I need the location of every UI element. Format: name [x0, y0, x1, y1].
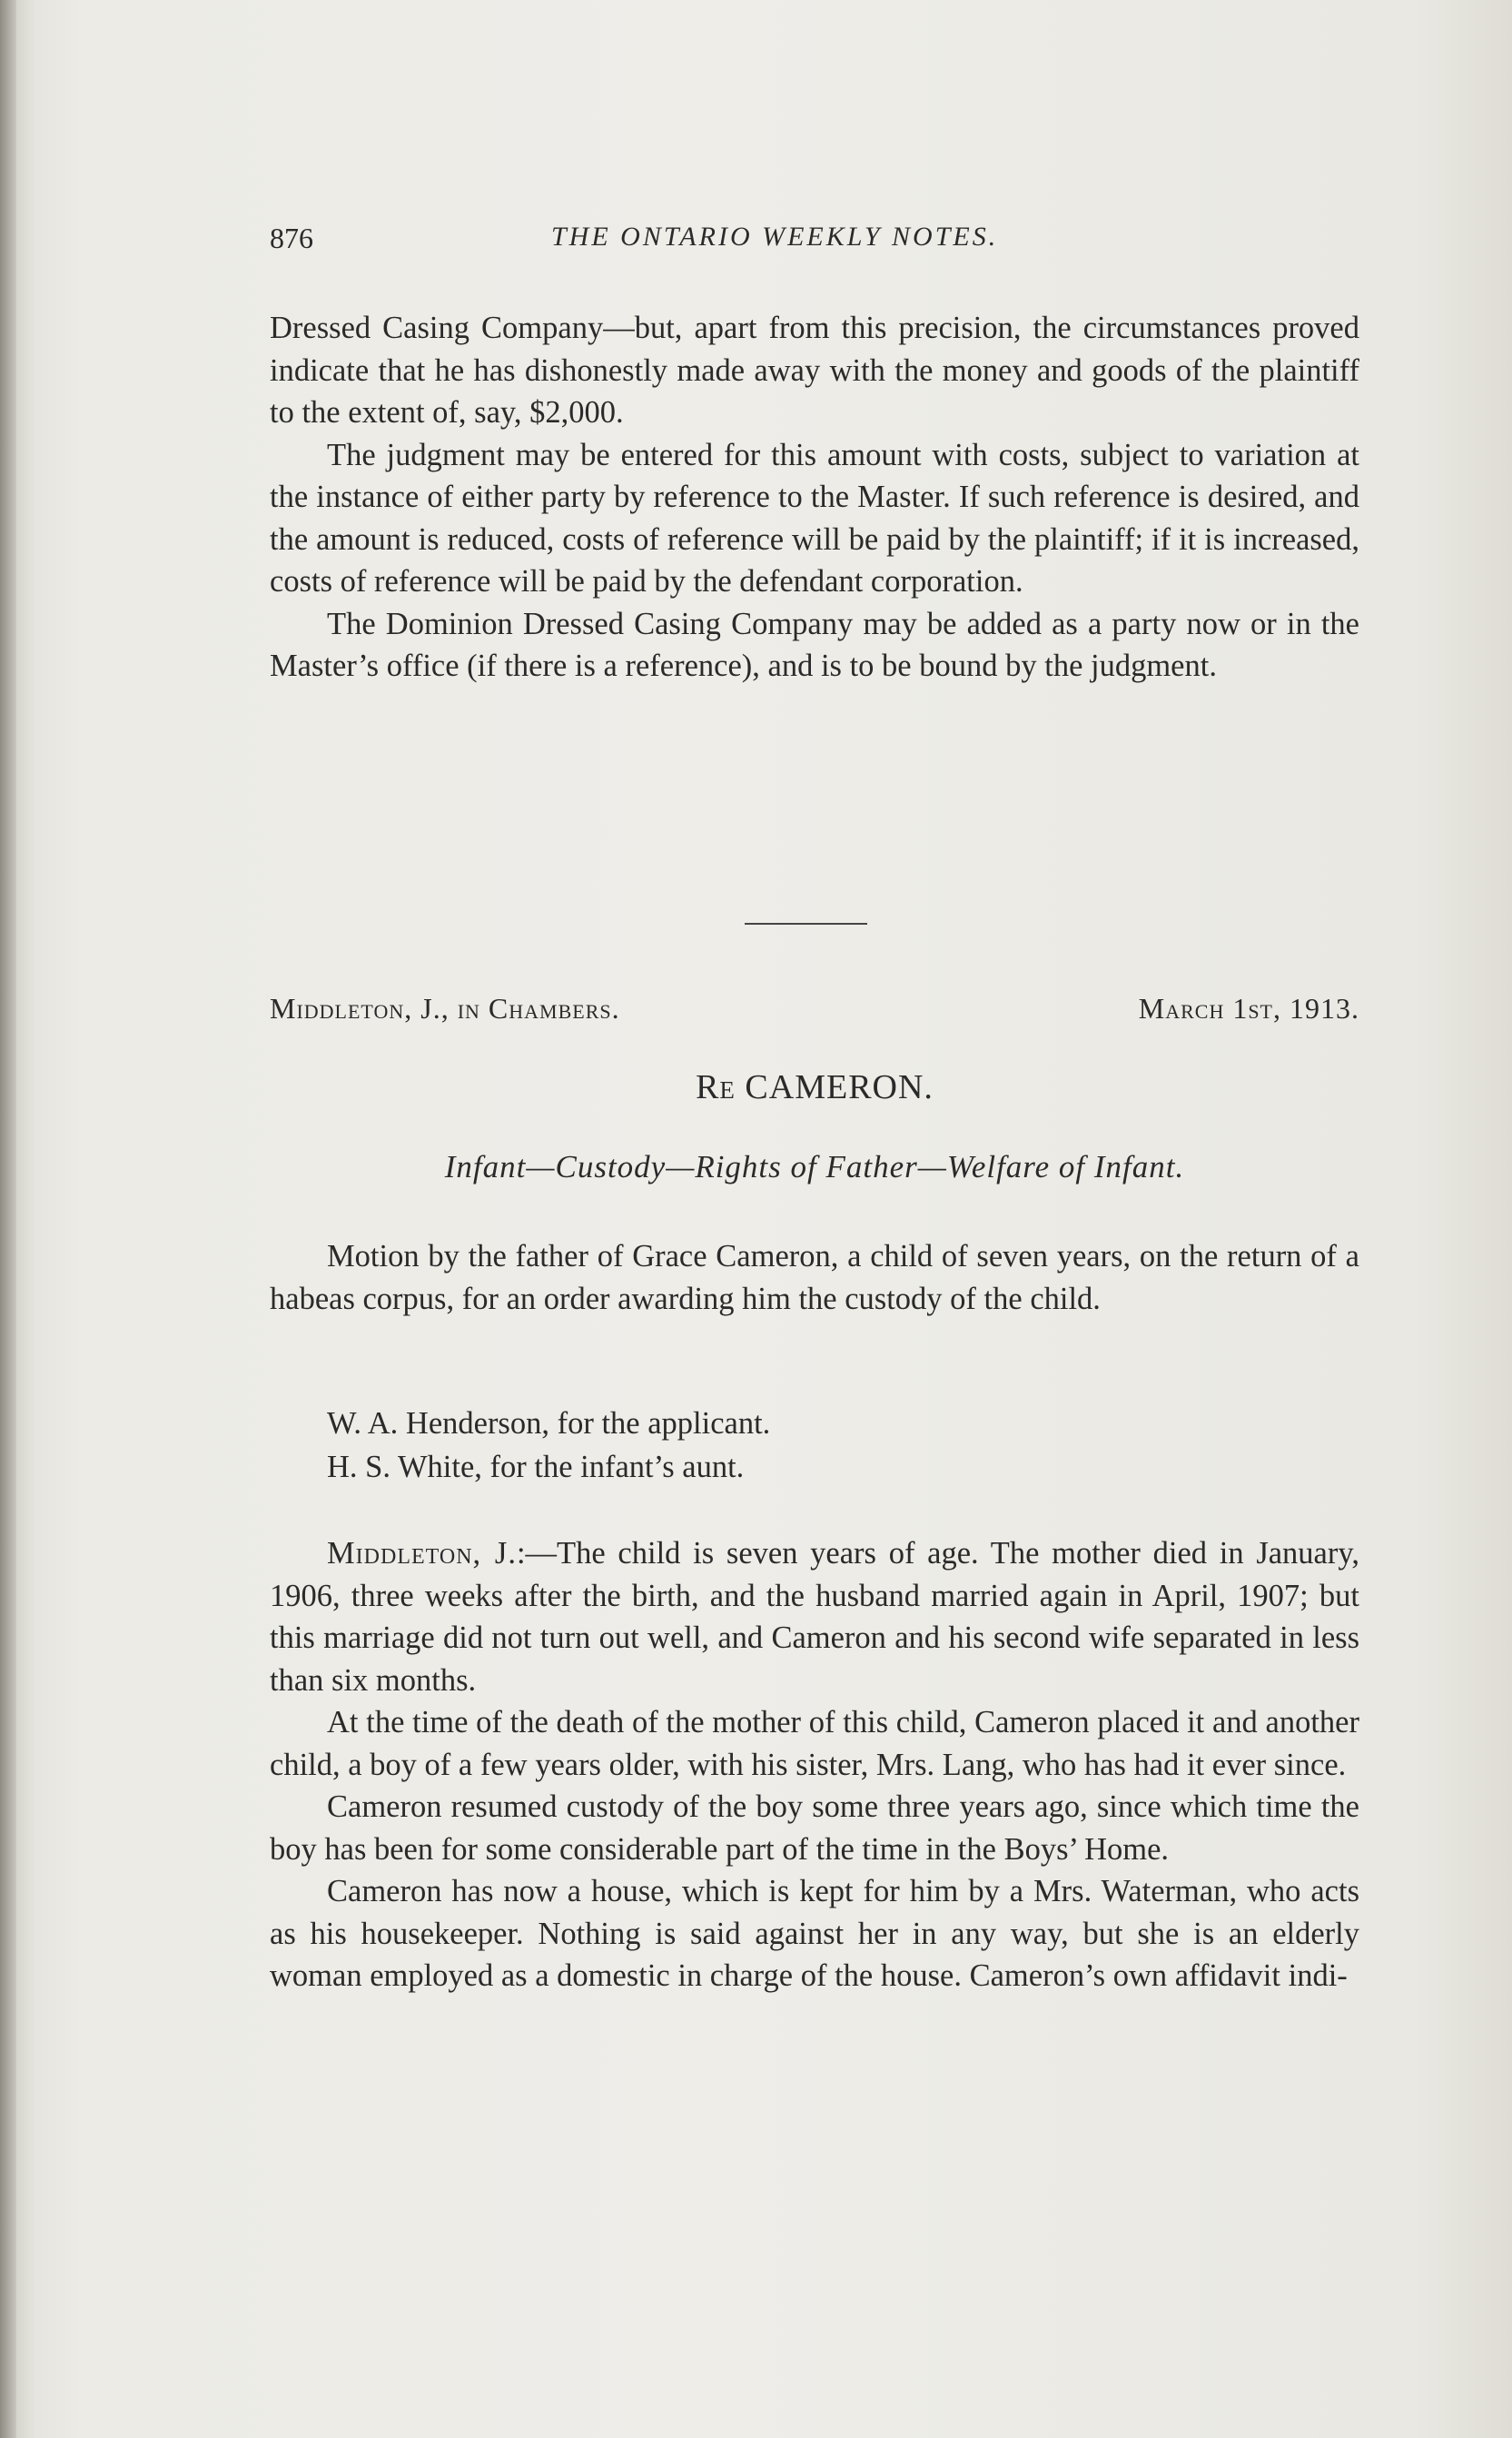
previous-case-continuation: [270, 307, 1359, 688]
paragraph: At the time of the death of the mother of this child, Cameron placed it and another child, a boy of a few years older, with his sister, Mrs. Lang, who has had it ever since.: [270, 1705, 1359, 1782]
running-head: THE ONTARIO WEEKLY NOTES.: [551, 222, 999, 252]
paragraph: Cameron resumed custody of the boy some three years ago, since which time the boy has been for some considerable part of the time in the Boys’ Home.: [270, 1789, 1359, 1867]
paragraph: Motion by the father of Grace Cameron, a child of seven years, on the return of a habeas corpus, for an order awarding him the custody of the child.: [270, 1239, 1359, 1316]
section-divider: [745, 923, 867, 925]
counsel-applicant: W. A. Henderson, for the applicant.: [327, 1406, 771, 1441]
paragraph: Cameron has now a house, which is kept for him by a Mrs. Waterman, who acts as his housekeeper. Nothing is said against her in any way, but she is an elderly woman employed as a domestic in charge of the house. Cameron’s own affidavit indi-: [270, 1874, 1359, 1993]
paragraph: The judgment may be entered for this amount with costs, subject to variation at the instance of either party by reference to the Master. If such reference is desired, and the amount is reduced, costs of reference will be paid by the plaintiff; if it is increased, costs of reference will be paid by the defendant corporation.: [270, 437, 1359, 599]
judgment-opening: :—The child is seven years of age. The mother died in January, 1906, three weeks after the birth, and the husband married again in April, 1907; but this marriage did not turn out well, and Cameron and his second wife separated in less than six months.: [270, 1536, 1359, 1698]
judgment-judge: Middleton, J.: [327, 1536, 517, 1571]
motion-paragraph: [270, 1235, 1359, 1320]
decision-date: March 1st, 1913.: [1138, 992, 1359, 1025]
catchwords: Infant—Custody—Rights of Father—Welfare of Infant.: [444, 1149, 1185, 1184]
paragraph: Dressed Casing Company—but, apart from this precision, the circumstances proved indicate that he has dishonestly made away with the money and goods of the plaintiff to the extent of, say, $2,000.: [270, 311, 1359, 430]
counsel-respondent: H. S. White, for the infant’s aunt.: [327, 1450, 745, 1484]
page-number: 876: [270, 222, 313, 254]
judge-chambers: Middleton, J., in Chambers.: [270, 992, 620, 1025]
paragraph: [270, 1532, 1359, 1701]
paragraph: The Dominion Dressed Casing Company may be added as a party now or in the Master’s office (if there is a reference), and is to be bound by the judgment.: [270, 606, 1359, 683]
book-spine-edge: [0, 0, 16, 2438]
case-title-name: CAMERON.: [745, 1068, 934, 1106]
case-title-prefix: Re: [696, 1068, 736, 1106]
case-title: [270, 1067, 1359, 1107]
judgment-text: [270, 1532, 1359, 1997]
judge-line: [270, 992, 1359, 1026]
